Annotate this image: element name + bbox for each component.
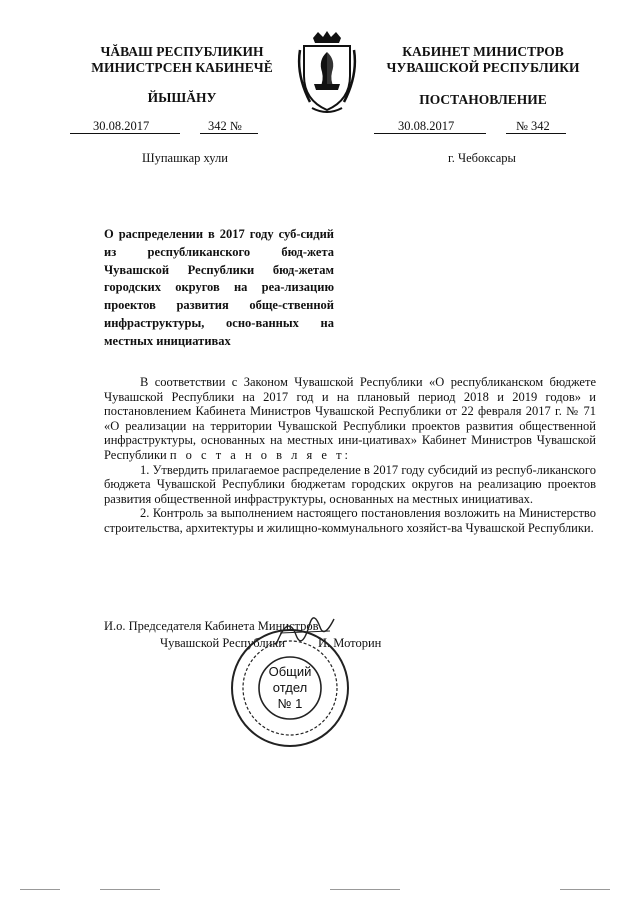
scan-artifact-line <box>560 889 610 890</box>
stamp-inner-text <box>260 664 320 712</box>
preamble-paragraph <box>104 375 596 463</box>
stamp-line1: Общий <box>268 664 312 679</box>
signature-line2: Чувашской Республики <box>160 636 286 650</box>
left-number: 342 № <box>208 119 242 133</box>
left-city: Шупашкар хули <box>142 151 228 165</box>
document-title: О распределении в 2017 году суб-сидий из республиканского бюд-жета Чувашской Республики бюд-жетам городских округов на реа-лизацию проектов развития обще-ственной инфраструктуры, осно-ванных на местных инициативах <box>104 227 334 348</box>
header-right-line2: ЧУВАШСКОЙ РЕСПУБЛИКИ <box>386 60 580 75</box>
preamble-text: В соответствии с Законом Чувашской Республики «О республиканском бюджете Чувашской Республики на 2017 год и на плановый период 2018 и 2019 годов» и постановлением Кабинета Министров Чувашской Республики от 22 февраля 2017 г. № 71 «О реализации на территории Чувашской Республики проектов развития общественной инфраструктуры, основанных на местных ини-циативах» Кабинет Министров Чувашской Республики <box>104 375 596 462</box>
header-right-org-name <box>372 44 594 76</box>
stamp-line3: № 1 <box>277 696 303 711</box>
scan-artifact-line <box>330 889 400 890</box>
header-right-line1: КАБИНЕТ МИНИСТРОВ <box>402 44 564 59</box>
document-body <box>104 375 596 536</box>
coat-of-arms-emblem <box>296 30 358 116</box>
header-left-org-name <box>82 44 282 76</box>
header-right-doc-type: ПОСТАНОВЛЕНИЕ <box>419 92 547 107</box>
header-left-doc-type: ЙЫШĂНУ <box>147 90 217 105</box>
stamp-line2: отдел <box>272 680 308 695</box>
right-number: № 342 <box>516 119 550 133</box>
right-date: 30.08.2017 <box>398 119 455 133</box>
scan-artifact-line <box>20 889 60 890</box>
resolves-word: п о с т а н о в л я е т: <box>169 447 352 462</box>
scan-artifact-line <box>100 889 160 890</box>
header-left-line1: ЧĂВАШ РЕСПУБЛИКИН <box>100 44 264 59</box>
signature-line1: И.о. Председателя Кабинета Министров <box>104 619 319 633</box>
item-2-paragraph: 2. Контроль за выполнением настоящего постановления возложить на Министерство строительства, архитектуры и жилищно-коммунального хозяйст-ва Чувашской Республики. <box>104 506 596 535</box>
right-city: г. Чебоксары <box>448 151 516 165</box>
official-round-stamp <box>228 626 352 750</box>
header-left-line2: МИНИСТРСЕН КАБИНЕЧĚ <box>91 60 273 75</box>
signature-name: И. Моторин <box>318 636 382 650</box>
item-1-paragraph: 1. Утвердить прилагаемое распределение в 2017 году субсидий из респуб-ликанского бюджета Чувашской Республики бюджетам городских округов на реализацию проектов развития общественной инфраструктуры, основанных на местных инициативах. <box>104 462 596 506</box>
left-date: 30.08.2017 <box>93 119 150 133</box>
